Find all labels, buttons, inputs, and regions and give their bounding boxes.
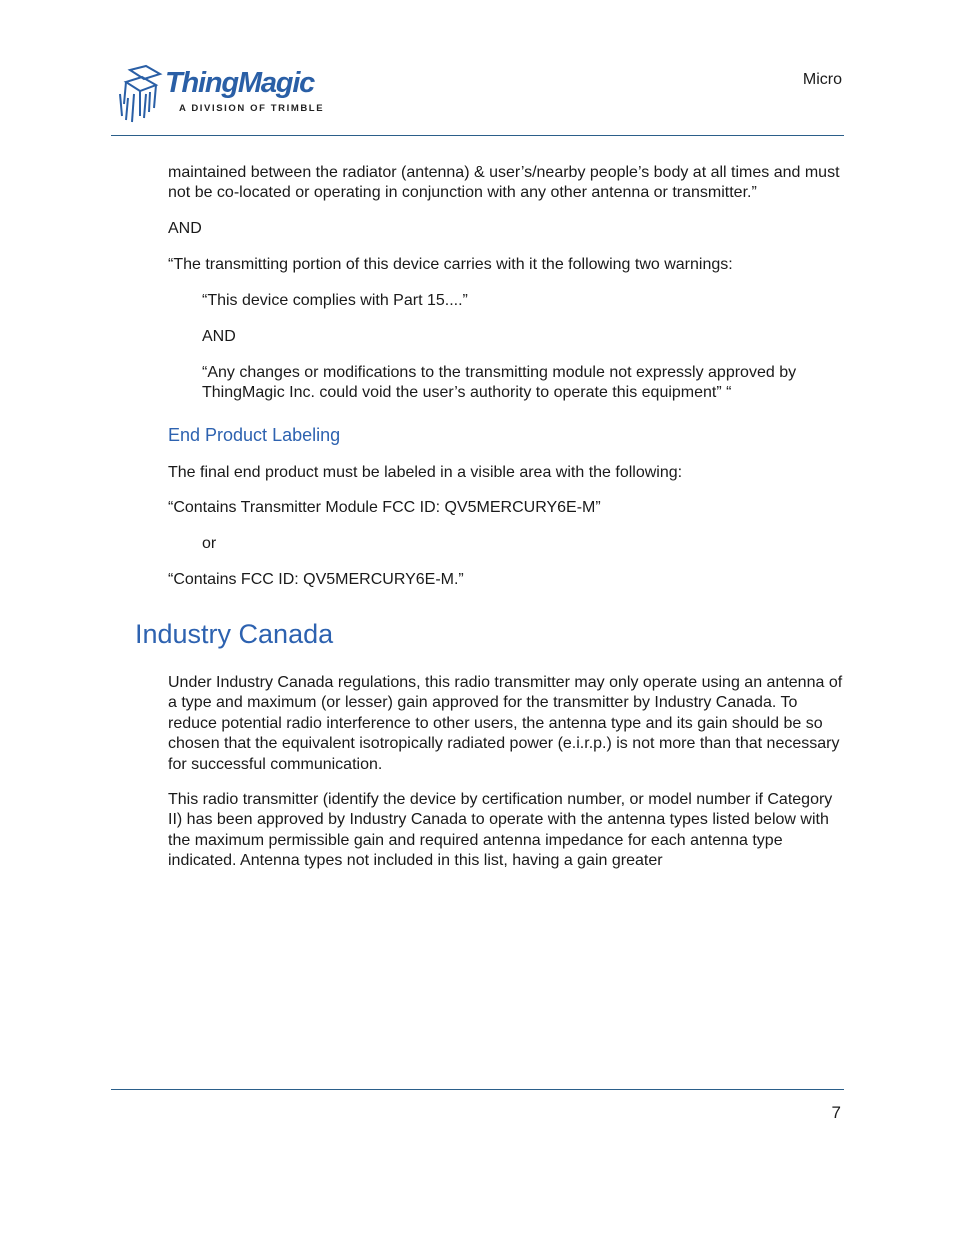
header-rule (111, 135, 844, 136)
transmitting-paragraph: “The transmitting portion of this device carries with it the following two warnings: (168, 256, 733, 273)
header-product-label: Micro (802, 71, 842, 88)
industry-canada-paragraph-2: This radio transmitter (identify the device by certification number, or model number if Category II) has been approved by Industry Canada to operate with the antenna types listed below with the maximum permissible gain and required antenna impedance for each antenna type indicated. Antenna types not included in this list, having a gain greater (168, 791, 833, 870)
and-text-indented: AND (202, 328, 236, 345)
footer-rule (111, 1089, 844, 1090)
contains-fcc-text: “Contains FCC ID: QV5MERCURY6E-M.” (168, 571, 464, 588)
continuation-paragraph: maintained between the radiator (antenna) & user’s/nearby people’s body at all times and must not be co-located or operating in conjunction with any other antenna or transmitter.” (168, 164, 840, 202)
logo-tagline: A DIVISION OF TRIMBLE (179, 103, 325, 114)
contains-module-text: “Contains Transmitter Module FCC ID: QV5MERCURY6E-M” (168, 499, 601, 516)
logo-wordmark: ThingMagic (165, 67, 315, 99)
part15-quote: “This device complies with Part 15....” (202, 292, 468, 309)
industry-canada-heading: Industry Canada (135, 619, 334, 649)
page-number: 7 (831, 1103, 841, 1122)
changes-quote: “Any changes or modifications to the transmitting module not expressly approved by ThingMagic Inc. could void the user’s authority to operate this equipment” “ (202, 364, 797, 402)
and-text: AND (168, 220, 202, 237)
or-text: or (202, 535, 217, 552)
industry-canada-paragraph-1: Under Industry Canada regulations, this radio transmitter may only operate using an antenna of a type and maximum (or lesser) gain approved for the transmitter by Industry Canada. To reduce potential radio interference to other users, the antenna type and its gain should be so chosen that the equivalent isotropically radiated power (e.i.r.p.) is not more than that necessary for successful communication. (168, 674, 843, 773)
cube-logo-icon (116, 64, 166, 124)
thingmagic-logo (116, 62, 326, 124)
labeled-paragraph: The final end product must be labeled in a visible area with the following: (168, 464, 683, 481)
end-product-labeling-heading: End Product Labeling (168, 425, 341, 445)
